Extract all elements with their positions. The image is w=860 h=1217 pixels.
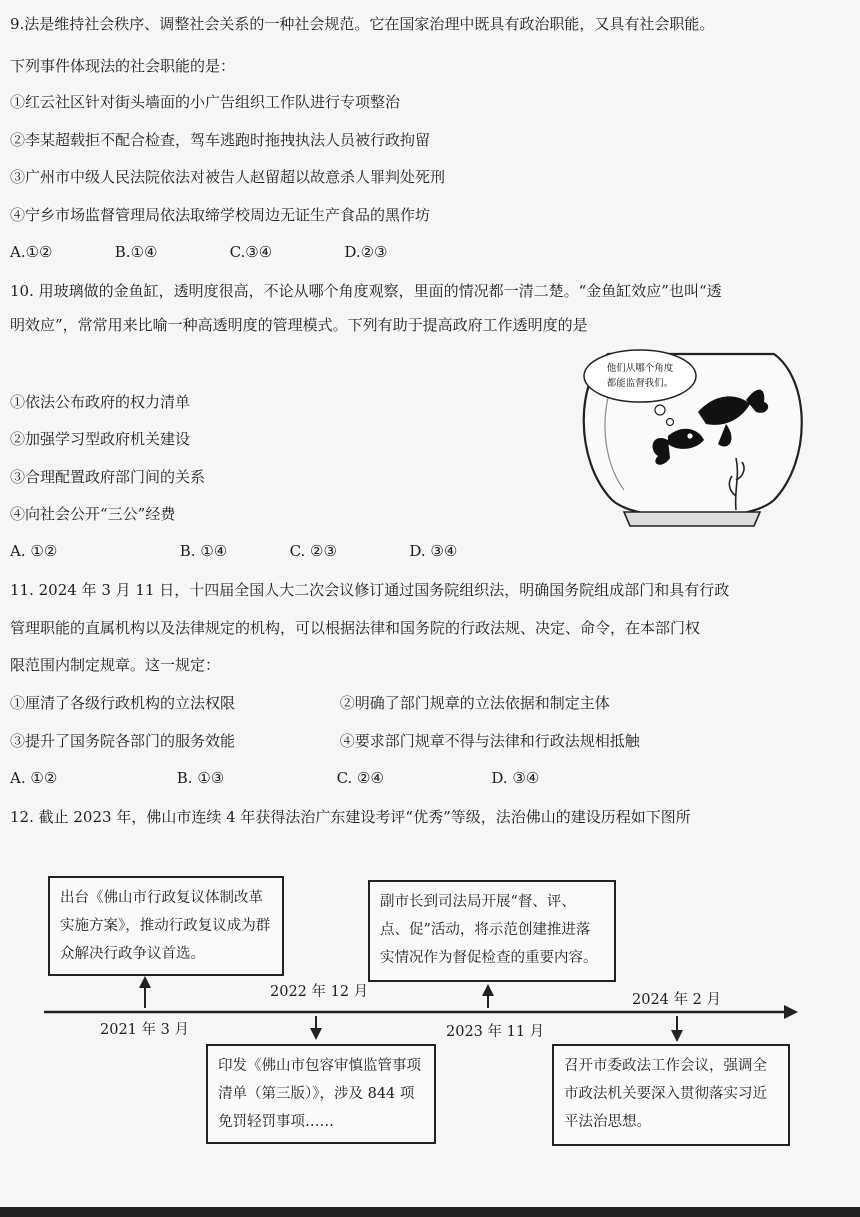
q12-stem: 12. 截止 2023 年，佛山市连续 4 年获得法治广东建设考评“优秀”等级，法治佛山的建设历程如下图所: [10, 808, 691, 826]
date-2023-11: 2023 年 11 月: [446, 1024, 545, 1040]
q9-option-b[interactable]: B.①④: [114, 243, 158, 261]
q10-option-a[interactable]: A. ①②: [10, 542, 58, 560]
q9-item-1: ①红云社区针对街头墙面的小广告组织工作队进行专项整治: [10, 93, 401, 111]
speech-bubble-line2: 都能监督我们。: [606, 378, 674, 389]
q10-stem-line2: 明效应”，常常用来比喻一种高透明度的管理模式。下列有助于提高政府工作透明度的是: [10, 316, 588, 334]
event-box-2021-03: 出台《佛山市行政复议体制改革实施方案》，推动行政复议成为群众解决行政争议首选。: [48, 876, 284, 976]
q9-item-4: ④宁乡市场监督管理局依法取缔学校周边无证生产食品的黑作坊: [10, 206, 431, 224]
q9-item-2: ②李某超载拒不配合检查，驾车逃跑时拖拽执法人员被行政拘留: [10, 131, 431, 149]
q9-item-3: ③广州市中级人民法院依法对被告人赵留超以故意杀人罪判处死刑: [10, 168, 446, 186]
q11-stem-line1: 11. 2024 年 3 月 11 日，十四届全国人大二次会议修订通过国务院组织法，明确国务院组成部门和具有行政: [10, 581, 730, 599]
q11-stem-line2: 管理职能的直属机构以及法律规定的机构，可以根据法律和国务院的行政法规、决定、命令，在本部门权: [10, 619, 701, 637]
scan-bottom-edge: [0, 1207, 860, 1217]
event-box-2022-12: 印发《佛山市包容审慎监管事项清单（第三版）》，涉及 844 项免罚轻罚事项……: [206, 1044, 436, 1144]
q11-option-c[interactable]: C. ②④: [336, 769, 384, 787]
q11-stem-line3: 限范围内制定规章。这一规定：: [10, 656, 221, 674]
q10-item-3: ③合理配置政府部门间的关系: [10, 468, 206, 486]
date-2022-12: 2022 年 12 月: [270, 984, 369, 1000]
speech-bubble-line1: 他们从哪个角度: [606, 363, 674, 374]
q9-option-c[interactable]: C.③④: [229, 243, 273, 261]
q11-options: [10, 768, 539, 788]
q10-option-b[interactable]: B. ①④: [179, 542, 228, 560]
q10-item-2: ②加强学习型政府机关建设: [10, 430, 191, 448]
q9-stem-line1: 9.法是维持社会秩序、调整社会关系的一种社会规范。它在国家治理中既具有政治职能，又具有社会职能。: [10, 15, 715, 33]
q11-item-4: ④要求部门规章不得与法律和行政法规相抵触: [339, 732, 640, 750]
q10-options: [10, 541, 457, 561]
q9-stem-line2: 下列事件体现法的社会职能的是：: [10, 57, 236, 75]
rule-of-law-timeline: [0, 860, 860, 1160]
q10-stem-line1: 10. 用玻璃做的金鱼缸，透明度很高，不论从哪个角度观察，里面的情况都一清二楚。“金鱼缸效应”也叫“透: [10, 282, 722, 300]
q11-item-1: ①厘清了各级行政机构的立法权限: [10, 694, 236, 712]
q9-options: [10, 242, 388, 262]
q11-option-a[interactable]: A. ①②: [10, 769, 58, 787]
q10-option-c[interactable]: C. ②③: [289, 542, 337, 560]
event-box-2023-11: 副市长到司法局开展“督、评、点、促”活动，将示范创建推进落实情况作为督促检查的重要内容。: [368, 880, 616, 982]
goldfish-bowl-illustration: [578, 340, 808, 532]
q11-item-2: ②明确了部门规章的立法依据和制定主体: [339, 694, 610, 712]
q9-option-a[interactable]: A.①②: [10, 243, 53, 261]
q11-items-row1: [10, 693, 610, 713]
q11-items-row2: [10, 731, 640, 751]
q11-option-d[interactable]: D. ③④: [491, 769, 540, 787]
q10-item-1: ①依法公布政府的权力清单: [10, 393, 191, 411]
q11-item-3: ③提升了国务院各部门的服务效能: [10, 732, 236, 750]
q11-option-b[interactable]: B. ①③: [176, 769, 225, 787]
q10-item-4: ④向社会公开“三公”经费: [10, 505, 176, 523]
date-2024-02: 2024 年 2 月: [632, 992, 721, 1008]
date-2021-03: 2021 年 3 月: [100, 1022, 189, 1038]
q9-option-d[interactable]: D.②③: [344, 243, 388, 261]
event-box-2024-02: 召开市委政法工作会议，强调全市政法机关要深入贯彻落实习近平法治思想。: [552, 1044, 790, 1146]
q10-option-d[interactable]: D. ③④: [409, 542, 458, 560]
